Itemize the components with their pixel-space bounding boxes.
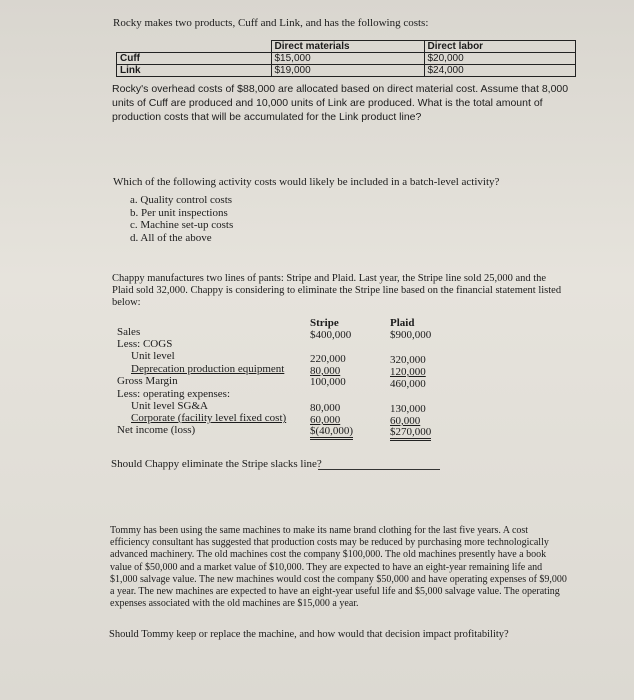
q2-question: Which of the following activity costs would likely be included in a batch-level activity? — [113, 176, 500, 188]
table-row — [117, 65, 576, 77]
stmt-label-cogs: Less: COGS — [117, 338, 173, 350]
stmt-label-opex: Less: operating expenses: — [117, 388, 231, 400]
stmt-label-unit-sga: Unit level SG&A — [131, 400, 208, 412]
stmt-label-sales: Sales — [117, 326, 141, 338]
table-row — [117, 53, 576, 65]
row-label-cuff: Cuff — [117, 53, 272, 65]
stmt-stripe-corporate: 60,000 — [310, 414, 341, 426]
list-item: c. Machine set-up costs — [130, 219, 234, 231]
q1-body: Rocky's overhead costs of $88,000 are allocated based on direct material cost. Assume that 8,000 units of Cuff are produced and 10,000 units of Link are produced. What is the total amount of production costs that will be accumulated for the Link product line? — [112, 83, 569, 123]
cuff-dl: $20,000 — [424, 53, 575, 65]
stmt-stripe-unit-sga: 80,000 — [310, 402, 341, 414]
stmt-label-gross-margin: Gross Margin — [117, 375, 178, 387]
stmt-plaid-unit-sga: 130,000 — [390, 403, 426, 415]
stmt-stripe-unit-level: 220,000 — [310, 353, 346, 365]
q1-intro: Rocky makes two products, Cuff and Link, and has the following costs: — [113, 17, 429, 29]
cost-table-header — [117, 41, 576, 53]
stmt-stripe-net-income: $(40,000) — [310, 426, 353, 440]
list-item: a. Quality control costs — [130, 194, 233, 206]
stmt-plaid-depreciation: 120,000 — [390, 366, 426, 378]
header-direct-materials: Direct materials — [271, 41, 424, 53]
cuff-dm: $15,000 — [271, 53, 424, 65]
stmt-label-depreciation: Deprecation production equipment — [131, 363, 285, 375]
row-label-link: Link — [117, 65, 272, 77]
stmt-plaid-gross-margin: 460,000 — [390, 378, 426, 390]
cost-table — [116, 40, 576, 77]
stmt-plaid-corporate: 60,000 — [390, 415, 421, 427]
stmt-label-unit-level: Unit level — [131, 350, 175, 362]
list-item: d. All of the above — [130, 231, 212, 244]
stmt-stripe-gross-margin: 100,000 — [310, 376, 346, 388]
col-header-stripe: Stripe — [310, 317, 339, 329]
list-item: b. Per unit inspections — [130, 206, 228, 219]
q4-body: Tommy has been using the same machines to make its name brand clothing for the last five years. A cost efficiency consultant has suggested that production costs may be reduced by purchasing more technologically advanced machinery. The old machines cost the company $100,000. The old machines presently have a book value of $50,000 and a market value of $10,000. They are expected to have an eight-year remaining life and $1,000 salvage value. The new machines would cost the company $50,000 and have operating expenses of $9,000 a year. The new machines are expected to have an eight-year useful life and $5,000 salvage value. The operating expenses associated with the old machines are $15,000 a year. — [110, 525, 567, 610]
link-dl: $24,000 — [424, 65, 575, 77]
header-direct-labor: Direct labor — [424, 41, 575, 53]
stmt-plaid-unit-level: 320,000 — [390, 354, 426, 366]
stmt-stripe-depreciation: 80,000 — [310, 365, 341, 377]
link-dm: $19,000 — [271, 65, 424, 77]
cost-table-corner — [117, 41, 272, 53]
col-header-plaid: Plaid — [390, 317, 415, 329]
stmt-stripe-sales: $400,000 — [310, 329, 352, 341]
stmt-label-net-income: Net income (loss) — [117, 424, 196, 436]
q2-options — [130, 194, 233, 244]
stmt-label-corporate: Corporate (facility level fixed cost) — [131, 412, 287, 424]
q3-intro: Chappy manufactures two lines of pants: Stripe and Plaid. Last year, the Stripe line sold 25,000 and the Plaid sold 32,000. Chappy is considering to eliminate the Stripe line based on the financial statement listed below: — [112, 273, 562, 308]
q3-question: Should Chappy eliminate the Stripe slacks line? — [111, 458, 322, 470]
stmt-plaid-net-income: $270,000 — [390, 427, 431, 441]
answer-blank-line — [318, 469, 440, 470]
q4-question: Should Tommy keep or replace the machine, and how would that decision impact profitability? — [109, 629, 509, 640]
stmt-plaid-sales: $900,000 — [390, 329, 432, 341]
